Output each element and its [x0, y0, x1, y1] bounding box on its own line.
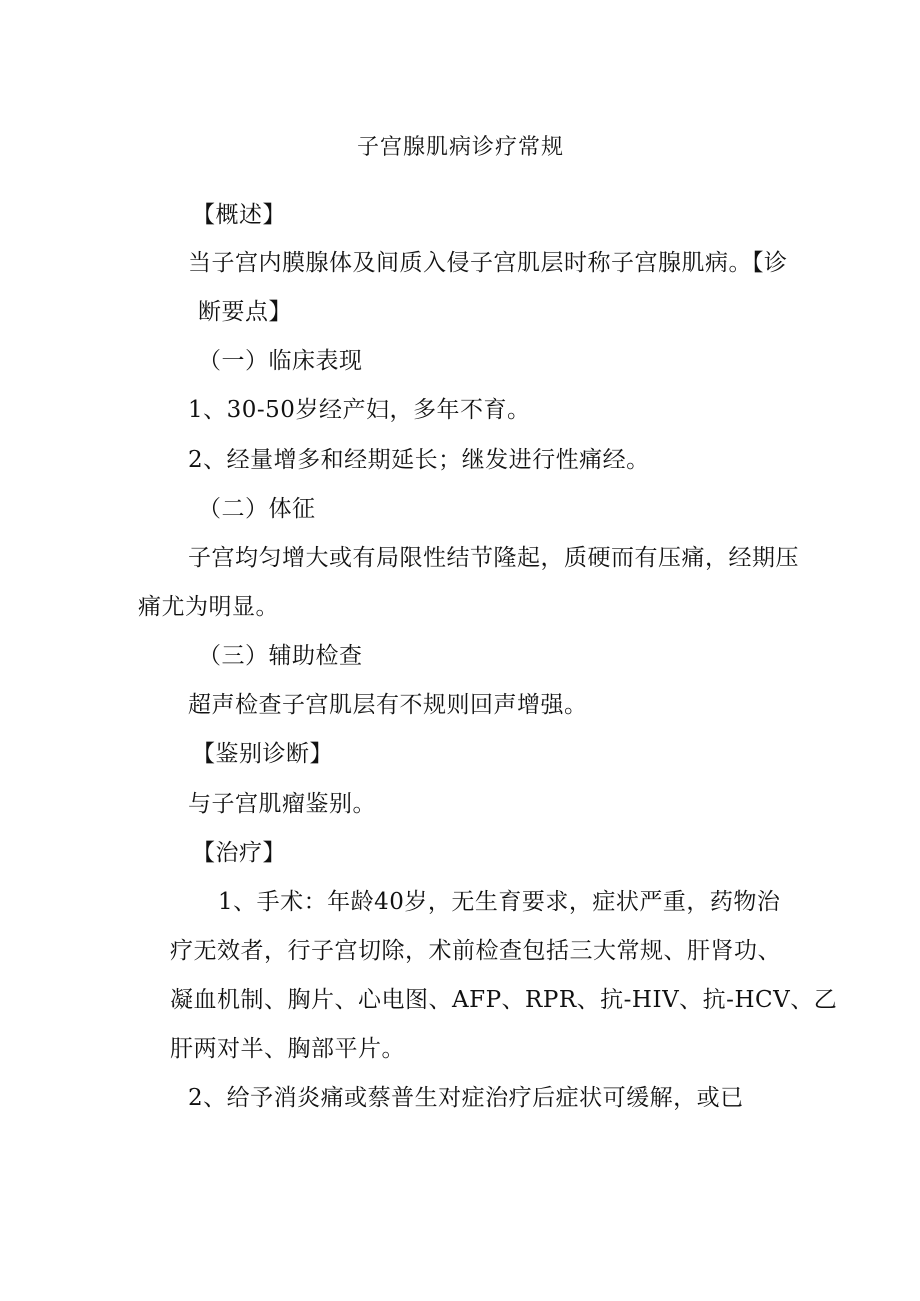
document-title: 子宫腺肌病诊疗常规 — [357, 135, 565, 160]
paragraph-line: 肝两对半、胸部平片。 — [170, 1036, 405, 1062]
paragraph-line: 凝血机制、胸片、心电图、AFP、RPR、抗-HIV、抗-HCV、乙 — [170, 987, 838, 1013]
heading-overview: 【概述】 — [192, 202, 286, 228]
paragraph-line: 超声检查子宫肌层有不规则回声增强。 — [188, 692, 588, 718]
subheading-clinical: （一）临床表现 — [198, 348, 363, 374]
paragraph-line: 当子宫内膜腺体及间质入侵子宫肌层时称子宫腺肌病。【诊 — [188, 250, 788, 276]
paragraph-line: 子宫均匀增大或有局限性结节隆起，质硬而有压痛，经期压 — [188, 545, 799, 571]
paragraph-line: 痛尤为明显。 — [138, 594, 279, 620]
list-item: 2、给予消炎痛或蔡普生对症治疗后症状可缓解，或已 — [188, 1085, 744, 1111]
paragraph-line: 疗无效者，行子宫切除，术前检查包括三大常规、肝肾功、 — [170, 938, 781, 964]
list-item: 1、30-50岁经产妇，多年不育。 — [188, 397, 531, 423]
heading-differential-diagnosis: 【鉴别诊断】 — [192, 741, 333, 767]
heading-treatment: 【治疗】 — [192, 840, 286, 866]
list-item: 2、经量增多和经期延长；继发进行性痛经。 — [188, 447, 650, 473]
subheading-auxiliary-exam: （三）辅助检查 — [198, 643, 363, 669]
paragraph-line: 与子宫肌瘤鉴别。 — [188, 791, 376, 817]
list-item: 1、手术：年龄40岁，无生育要求，症状严重，药物治 — [218, 889, 781, 915]
paragraph-line: 断要点】 — [198, 299, 292, 325]
subheading-signs: （二）体征 — [198, 496, 316, 522]
